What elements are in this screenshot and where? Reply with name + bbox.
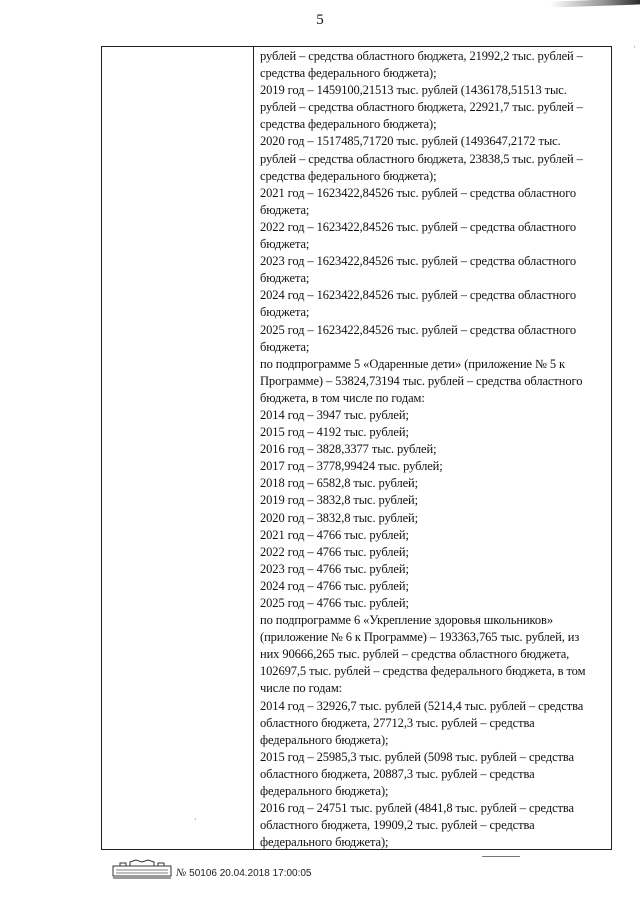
page-footer xyxy=(0,856,640,905)
text-line: Программе) – 53824,73194 тыс. рублей – средства областного xyxy=(260,373,583,388)
text-line: средства федерального бюджета); xyxy=(260,117,437,132)
registry-stamp-icon xyxy=(112,858,172,880)
doc-id: 50106 20.04.2018 17:00:05 xyxy=(189,868,312,879)
text-line: 2021 год – 4766 тыс. рублей; xyxy=(260,527,409,542)
text-line: 2025 год – 1623422,84526 тыс. рублей – средства областного xyxy=(260,322,577,337)
text-line: средства федерального бюджета); xyxy=(260,168,437,183)
text-line: 2024 год – 4766 тыс. рублей; xyxy=(260,578,409,593)
footer-dash xyxy=(482,856,520,857)
text-line: бюджета, в том числе по годам: xyxy=(260,390,425,405)
text-line: бюджета; xyxy=(260,237,310,252)
text-line: бюджета; xyxy=(260,202,310,217)
text-line: рублей – средства областного бюджета, 21992,2 тыс. рублей – xyxy=(260,49,583,63)
text-line: рублей – средства областного бюджета, 22921,7 тыс. рублей – xyxy=(260,100,583,115)
table-right-cell xyxy=(254,47,611,849)
text-line: по подпрограмме 5 «Одаренные дети» (приложение № 5 к xyxy=(260,356,566,371)
text-line: 2014 год – 3947 тыс. рублей; xyxy=(260,407,409,422)
text-line: 2014 год – 32926,7 тыс. рублей (5214,4 тыс. рублей – средства xyxy=(260,698,584,713)
text-line: 2022 год – 1623422,84526 тыс. рублей – средства областного xyxy=(260,219,577,234)
text-line: 2024 год – 1623422,84526 тыс. рублей – средства областного xyxy=(260,288,577,303)
text-line: 2019 год – 3832,8 тыс. рублей; xyxy=(260,493,419,508)
text-line: областного бюджета, 19909,2 тыс. рублей – средства xyxy=(260,818,535,833)
text-line: 2015 год – 25985,3 тыс. рублей (5098 тыс. рублей – средства xyxy=(260,749,574,764)
text-line: 2015 год – 4192 тыс. рублей; xyxy=(260,425,409,440)
text-line: 2023 год – 1623422,84526 тыс. рублей – средства областного xyxy=(260,254,577,269)
number-sign: № xyxy=(176,867,187,879)
text-line: 2016 год – 3828,3377 тыс. рублей; xyxy=(260,442,437,457)
text-line: них 90666,265 тыс. рублей – средства областного бюджета, xyxy=(260,647,570,662)
text-line: 2020 год – 1517485,71720 тыс. рублей (1493647,2172 тыс. xyxy=(260,134,561,149)
text-line: бюджета; xyxy=(260,305,310,320)
text-line: 2019 год – 1459100,21513 тыс. рублей (1436178,51513 тыс. xyxy=(260,83,567,98)
table-left-cell xyxy=(102,47,254,849)
text-line: 2022 год – 4766 тыс. рублей; xyxy=(260,544,409,559)
text-line: средства федерального бюджета); xyxy=(260,66,437,81)
document-table xyxy=(101,46,612,850)
text-line: федерального бюджета); xyxy=(260,784,389,799)
text-line: областного бюджета, 27712,3 тыс. рублей – средства xyxy=(260,715,535,730)
scan-artifact-mark: · xyxy=(633,42,636,52)
text-line: 102697,5 тыс. рублей – средства федерального бюджета, в том xyxy=(260,664,586,679)
text-line: 2021 год – 1623422,84526 тыс. рублей – средства областного xyxy=(260,185,577,200)
scan-artifact xyxy=(550,0,640,8)
text-line: числе по годам: xyxy=(260,681,342,696)
text-line: федерального бюджета); xyxy=(260,732,389,747)
text-line: 2020 год – 3832,8 тыс. рублей; xyxy=(260,510,419,525)
text-line: 2023 год – 4766 тыс. рублей; xyxy=(260,561,409,576)
text-line: рублей – средства областного бюджета, 23838,5 тыс. рублей – xyxy=(260,151,583,166)
text-line: бюджета; xyxy=(260,339,310,354)
text-line: по подпрограмме 6 «Укрепление здоровья школьников» xyxy=(260,613,553,628)
scan-dot: · xyxy=(194,815,197,824)
page-number: 5 xyxy=(316,12,324,28)
text-line: областного бюджета, 20887,3 тыс. рублей – средства xyxy=(260,766,535,781)
text-line: 2018 год – 6582,8 тыс. рублей; xyxy=(260,476,419,491)
text-line: 2016 год – 24751 тыс. рублей (4841,8 тыс. рублей – средства xyxy=(260,801,574,816)
text-line: федерального бюджета); xyxy=(260,835,389,850)
text-line: бюджета; xyxy=(260,271,310,286)
text-line: (приложение № 6 к Программе) – 193363,765 тыс. рублей, из xyxy=(260,630,580,645)
document-registration-id xyxy=(176,867,312,879)
text-line: 2025 год – 4766 тыс. рублей; xyxy=(260,596,409,610)
text-line: 2017 год – 3778,99424 тыс. рублей; xyxy=(260,459,443,474)
